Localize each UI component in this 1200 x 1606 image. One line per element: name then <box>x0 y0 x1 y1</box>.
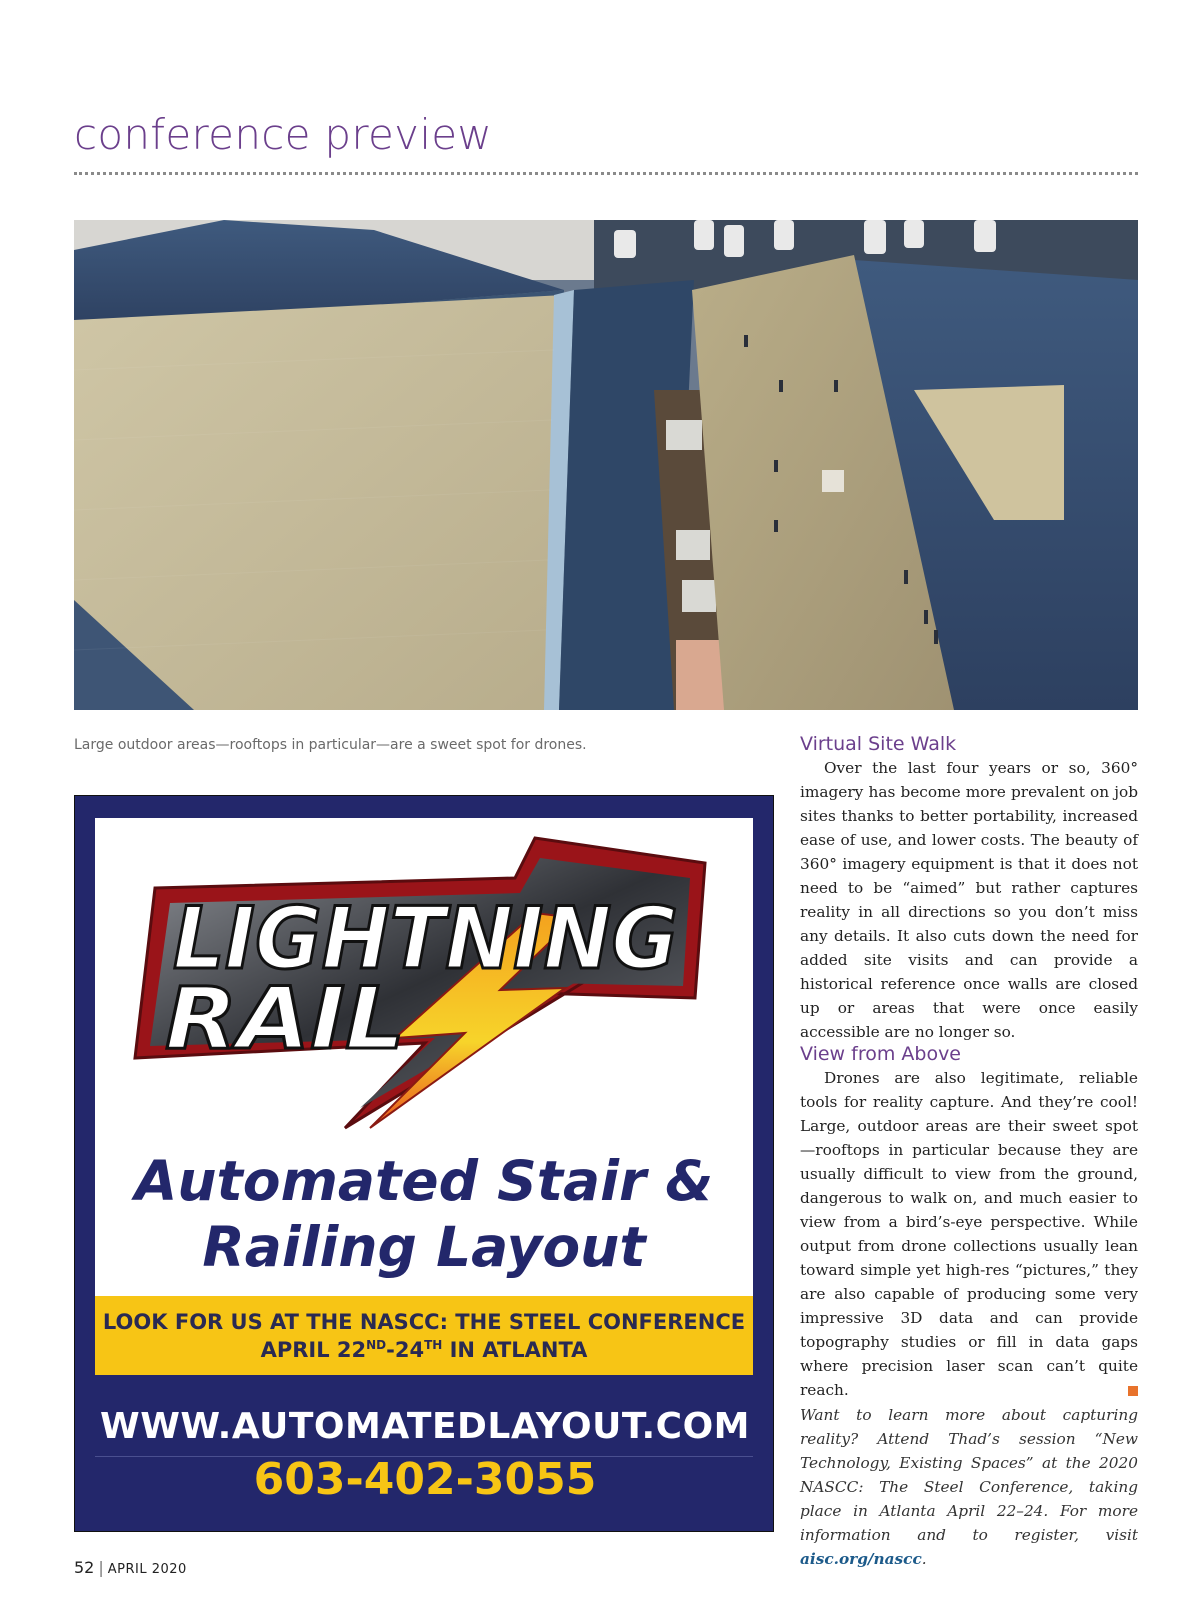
body-virtual-site-walk: Over the last four years or so, 360° imagery has become more prevalent on job sites thanks to better portability, increased ease of use, and lower costs. The beauty of 360° imagery equipment is that it does not need to be “aimed” but rather captures reality in all directions so you don’t miss any details. It also cuts down the need for added site visits and can provide a historical reference once walls are closed up or areas that were once easily accessible are no longer so. <box>800 759 1138 1041</box>
ad-phone-number[interactable]: 603-402-3055 <box>253 1454 597 1505</box>
lightning-rail-logo <box>95 818 753 1158</box>
aerial-photo <box>74 220 1138 710</box>
nascc-link[interactable]: aisc.org/nascc <box>800 1550 922 1568</box>
photo-caption: Large outdoor areas—rooftops in particular—are a sweet spot for drones. <box>74 737 587 753</box>
ad-headline <box>95 1148 753 1280</box>
page-number: 52 <box>74 1558 95 1577</box>
header-rule <box>74 172 1138 175</box>
session-note: Want to learn more about capturing reality? Attend Thad’s session “New Technology, Existing Spaces” at the 2020 NASCC: The Steel Conference, taking place in Atlanta April 22–24. For more information and to register, visit aisc.org/nascc. <box>800 1406 1138 1568</box>
end-of-article-mark <box>1128 1386 1138 1396</box>
logo-line2: RAIL <box>165 969 405 1069</box>
folio-separator: | <box>98 1558 104 1577</box>
ad-event-banner <box>95 1296 753 1375</box>
section-title: conference preview <box>74 110 493 159</box>
page-folio <box>74 1558 187 1577</box>
ad-headline-line2: Railing Layout <box>202 1215 646 1279</box>
ad-panel <box>95 818 753 1375</box>
subhead-virtual-site-walk: Virtual Site Walk <box>800 733 957 755</box>
ad-banner-line2: APRIL 22ND-24TH IN ATLANTA <box>260 1338 588 1362</box>
ad-banner-line1: LOOK FOR US AT THE NASCC: THE STEEL CONFERENCE <box>102 1310 746 1334</box>
section-virtual-site-walk <box>800 732 1138 1044</box>
subhead-view-from-above: View from Above <box>800 1043 961 1065</box>
body-view-from-above: Drones are also legitimate, reliable tools for reality capture. And they’re cool! Large, outdoor areas are their sweet spot—rooftops in particular because they are usually difficult to view from the ground, dangerous to walk on, and much easier to view from a bird’s-eye perspective. While output from drone collections usually lean toward simple yet high-res “pictures,” they are also capable of producing some very impressive 3D data and can provide topography studies or fill in data gaps where precision laser scan can’t quite reach. <box>800 1069 1138 1399</box>
issue-date: APRIL 2020 <box>107 1562 187 1577</box>
ad-url-link[interactable]: WWW.AUTOMATEDLAYOUT.COM <box>99 1406 751 1447</box>
ad-headline-line1: Automated Stair & <box>134 1149 714 1213</box>
section-view-from-above <box>800 1042 1138 1402</box>
advertisement[interactable] <box>74 795 774 1532</box>
logo-line1: LIGHTNING <box>173 889 678 989</box>
